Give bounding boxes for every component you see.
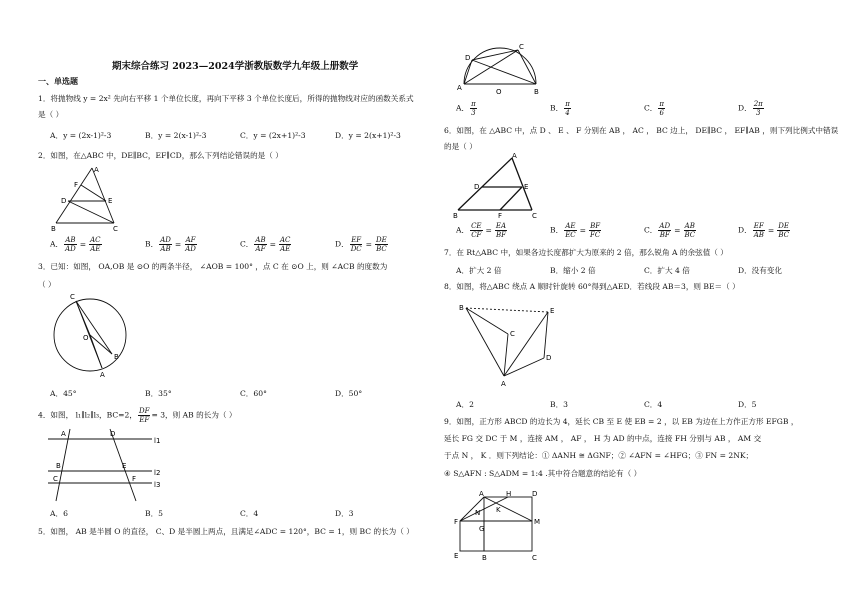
q2-option-c[interactable]: C． $\frac{AB}{AF}$ = $\frac{AC}{AE}$ [240,236,291,253]
q9-label-e: E [454,552,459,560]
q1-option-c[interactable]: C．y = (2x+1)²-3 [240,131,306,140]
q6-label-a: A [512,152,517,160]
q9-label-a: A [479,490,484,498]
q9-line-2: 延长 FG 交 DC 于 M ，连接 AM ， AF ， H 为 AD 的中点，连接 FH 分别与 AB ， AM 交 [444,434,762,443]
q9-label-n: N [475,509,481,517]
q9-label-k: K [496,506,501,514]
q9-line-4: ④ S△AFN : S△ADM = 1:4 .其中符合题意的结论有（ ） [444,469,642,478]
q8-stem: 8．如图，将△ABC 绕点 A 顺时针旋转 60°得到△AED．若线段 AB＝3，则 BE＝（ ） [444,282,740,291]
q3-option-a[interactable]: A．45° [50,389,77,398]
q4-label-a: A [61,430,66,438]
q9-label-g: G [479,525,485,533]
q4-label-c: C [53,475,58,483]
q3-label-o: O [83,334,89,342]
q6-label-e: E [524,183,529,191]
q2-option-d[interactable]: D． $\frac{EF}{DC}$ = $\frac{DE}{BC}$ [335,236,387,253]
q8-option-a[interactable]: A．2 [456,400,474,409]
q8-label-b: B [459,304,464,312]
q4-stem: 4．如图， l₁∥l₂∥l₃，BC=2， $\frac{DF}{EF}$ = 3，则 AB 的长为（ ） [38,407,237,424]
q5-label-d: D [465,54,471,62]
q4-option-c[interactable]: C．4 [240,509,259,518]
q6-stem: 6．如图，在 △ABC 中，点 D 、 E 、 F 分别在 AB ， AC ， BC 边上， DE∥BC ， EF∥AB ，则下列比例式中错误 [444,126,839,135]
paper-title: 期末综合练习 2023—2024学浙教版数学九年级上册数学 [112,61,359,72]
q2-figure [50,163,125,233]
q3-label-c: C [70,293,75,301]
q9-line-3: 于点 N ， K ．则下列结论：① ΔANH ≅ ΔGNF；② ∠AFN = ∠HFG；③ FN = 2NK； [444,451,754,460]
q2-option-b[interactable]: B． $\frac{AD}{AB}$ = $\frac{AF}{AD}$ [145,236,196,253]
q3-option-d[interactable]: D．50° [335,389,363,398]
section-single-choice: 一、单选题 [38,76,78,86]
q1-stem-end: 是（ ） [38,110,64,119]
q2-label-b: B [51,225,56,233]
q8-figure [456,300,566,390]
q8-label-e: E [550,307,555,315]
q1-option-b[interactable]: B．y = 2(x-1)²-3 [145,131,207,140]
q4-label-l1: l1 [154,437,161,445]
q6-label-c: C [532,212,537,220]
q6-option-d[interactable]: D． $\frac{EF}{AB}$ = $\frac{DE}{BC}$ [738,222,789,239]
q5-option-c[interactable]: C． $\frac{\pi}{6}$ [644,100,665,117]
q3-option-c[interactable]: C．60° [240,389,267,398]
q9-figure [452,487,552,563]
q5-stem: 5．如图， AB 是半圆 O 的直径， C、D 是半圆上两点，且满足∠ADC = 120°，BC = 1，则 BC 的长为（ ） [38,527,414,536]
q9-label-m: M [534,518,541,526]
q5-label-c: C [519,43,524,51]
q6-label-d: D [474,183,480,191]
q8-option-c[interactable]: C．4 [644,400,663,409]
q3-stem-end: （ ） [38,280,56,289]
q7-option-d[interactable]: D．没有变化 [738,266,783,275]
q8-option-d[interactable]: D．5 [738,400,757,409]
q3-figure [50,290,135,382]
q3-label-a: A [100,371,105,379]
q9-label-h: H [506,490,512,498]
q4-label-d: D [110,430,116,438]
q8-label-d: D [546,354,552,362]
q9-label-b: B [482,554,487,562]
q1-option-d[interactable]: D．y = 2(x+1)²-3 [335,131,401,140]
q8-label-c: C [510,330,515,338]
q9-line-1: 9．如图，正方形 ABCD 的边长为 4，延长 CB 至 E 使 EB = 2 ，以 EB 为边在上方作正方形 EFGB ， [444,417,799,426]
q5-label-o: O [496,88,502,96]
q8-label-a: A [501,380,506,388]
q5-label-a: A [457,84,462,92]
q9-label-c: C [532,554,537,562]
q5-option-a[interactable]: A． $\frac{\pi}{3}$ [456,100,476,117]
q6-option-c[interactable]: C． $\frac{AD}{BF}$ = $\frac{AB}{BC}$ [644,222,696,239]
q6-option-a[interactable]: A． $\frac{CE}{CF}$ = $\frac{EA}{BF}$ [456,222,507,239]
q5-figure [454,40,544,96]
q4-label-l2: l2 [154,469,161,477]
q7-option-a[interactable]: A．扩大 2 倍 [456,266,502,275]
q2-option-a[interactable]: A． $\frac{AB}{AD}$ = $\frac{AC}{AE}$ [50,236,101,253]
q9-label-f: F [454,518,459,526]
q6-figure [452,152,547,220]
q7-option-c[interactable]: C．扩大 4 倍 [644,266,690,275]
q2-label-a: A [94,166,99,174]
q4-label-f: F [132,475,137,483]
q4-figure [44,425,174,505]
q4-label-l3: l3 [154,481,161,489]
q5-option-d[interactable]: D． $\frac{2\pi}{3}$ [738,100,763,117]
q1-stem: 1．将抛物线 y = 2x² 先向右平移 1 个单位长度，再向下平移 3 个单位长度后，所得的抛物线对应的函数关系式 [38,94,414,103]
q2-label-d: D [61,197,67,205]
q3-label-b: B [114,353,119,361]
q5-label-b: B [534,88,539,96]
q4-option-b[interactable]: B．5 [145,509,164,518]
q4-option-a[interactable]: A．6 [50,509,68,518]
q4-label-e: E [122,462,127,470]
q6-label-f: F [498,212,503,220]
q5-option-b[interactable]: B． $\frac{\pi}{4}$ [550,100,570,117]
q3-stem: 3．已知：如图， OA,OB 是 ⊙O 的两条半径， ∠AOB = 100° ，点 C 在 ⊙O 上，则 ∠ACB 的度数为 [38,262,388,271]
q3-option-b[interactable]: B．35° [145,389,172,398]
q6-option-b[interactable]: B． $\frac{AE}{EC}$ = $\frac{BF}{FC}$ [550,222,601,239]
q2-label-c: C [113,225,118,233]
q8-option-b[interactable]: B．3 [550,400,569,409]
q7-option-b[interactable]: B．缩小 2 倍 [550,266,596,275]
q4-option-d[interactable]: D．3 [335,509,354,518]
q7-stem: 7．在 Rt△ABC 中，如果各边长度都扩大为原来的 2 倍，那么锐角 A 的余弦值（ ） [444,248,728,257]
q2-label-e: E [108,197,113,205]
q4-label-b: B [56,462,61,470]
q1-option-a[interactable]: A．y = (2x-1)²-3 [50,131,112,140]
q2-stem: 2．如图，在△ABC 中，DE∥BC，EF∥CD，那么下列结论错误的是（ ） [38,151,283,160]
q6-label-b: B [453,212,458,220]
q9-label-d: D [532,490,538,498]
q2-label-f: F [74,181,79,189]
q6-stem-end: 的是（ ） [444,142,477,151]
